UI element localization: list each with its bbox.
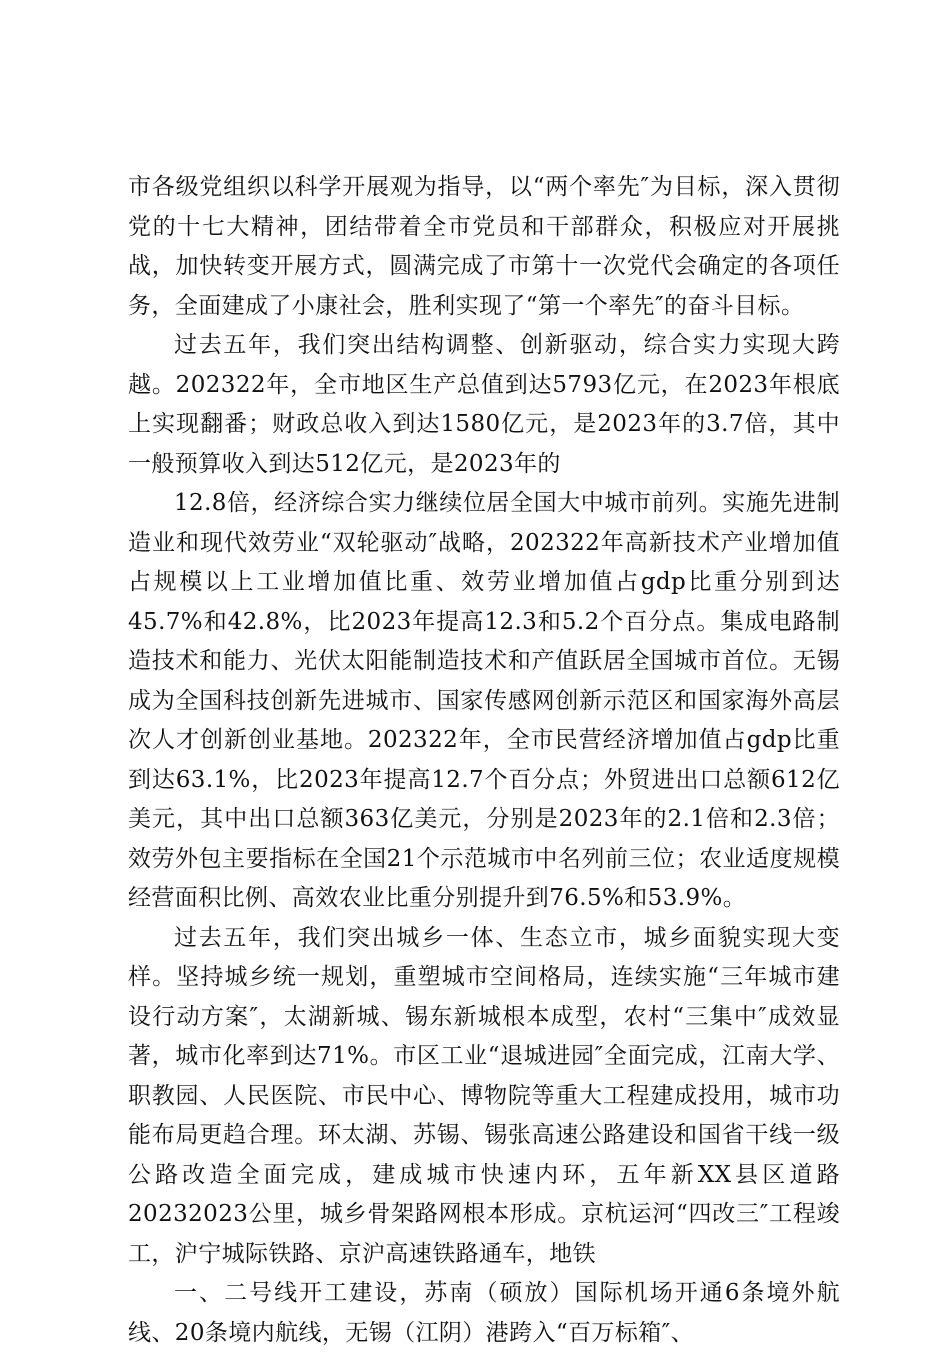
paragraph-urban-rural: 过去五年，我们突出城乡一体、生态立市，城乡面貌实现大变样。坚持城乡统一规划，重塑城市空间格局，连续实施“三年城市建设行动方案″，太湖新城、锡东新城根本成型，农村“三集中″成效显著，城市化率到达71%。市区工业“退城进园″全面完成，江南大学、职教园、人民医院、市民中心、博物院等重大工程建成投用，城市功能布局更趋合理。环太湖、苏锡、锡张高速公路建设和国省干线一级公路改造全面完成，建成城市快速内环，五年新XX县区道路20232023公里，城乡骨架路网根本形成。京杭运河“四改三″工程竣工，沪宁城际铁路、京沪高速铁路通车，地铁	[128, 924, 840, 1267]
document-body	[128, 168, 840, 1353]
paragraph-economic-strength: 过去五年，我们突出结构调整、创新驱动，综合实力实现大跨越。202322年，全市地区生产总值到达5793亿元，在2023年根底上实现翻番；财政总收入到达1580亿元，是2023年的3.7倍，其中一般预算收入到达512亿元，是2023年的	[128, 332, 840, 477]
paragraph-party-goals: 市各级党组织以科学开展观为指导，以“两个率先″为目标，深入贯彻党的十七大精神，团结带着全市党员和干部群众，积极应对开展挑战，加快转变开展方式，圆满完成了市第十一次党代会确定的各项任务，全面建成了小康社会，胜利实现了“第一个率先″的奋斗目标。	[128, 174, 840, 319]
paragraph-industry-structure: 12.8倍，经济综合实力继续位居全国大中城市前列。实施先进制造业和现代效劳业“双轮驱动″战略，202322年高新技术产业增加值占规模以上工业增加值比重、效劳业增加值占gdp比重分别到达45.7%和42.8%，比2023年提高12.3和5.2个百分点。集成电路制造技术和能力、光伏太阳能制造技术和产值跃居全国城市首位。无锡成为全国科技创新先进城市、国家传感网创新示范区和国家海外高层次人才创新创业基地。202322年，全市民营经济增加值占gdp比重到达63.1%，比2023年提高12.7个百分点；外贸进出口总额612亿美元，其中出口总额363亿美元，分别是2023年的2.1倍和2.3倍；效劳外包主要指标在全国21个示范城市中名列前三位；农业适度规模经营面积比例、高效农业比重分别提升到76.5%和53.9%。	[128, 490, 840, 911]
paragraph-transport: 一、二号线开工建设，苏南（硕放）国际机场开通6条境外航线、20条境内航线，无锡（江阴）港跨入“百万标箱″、	[128, 1280, 840, 1346]
